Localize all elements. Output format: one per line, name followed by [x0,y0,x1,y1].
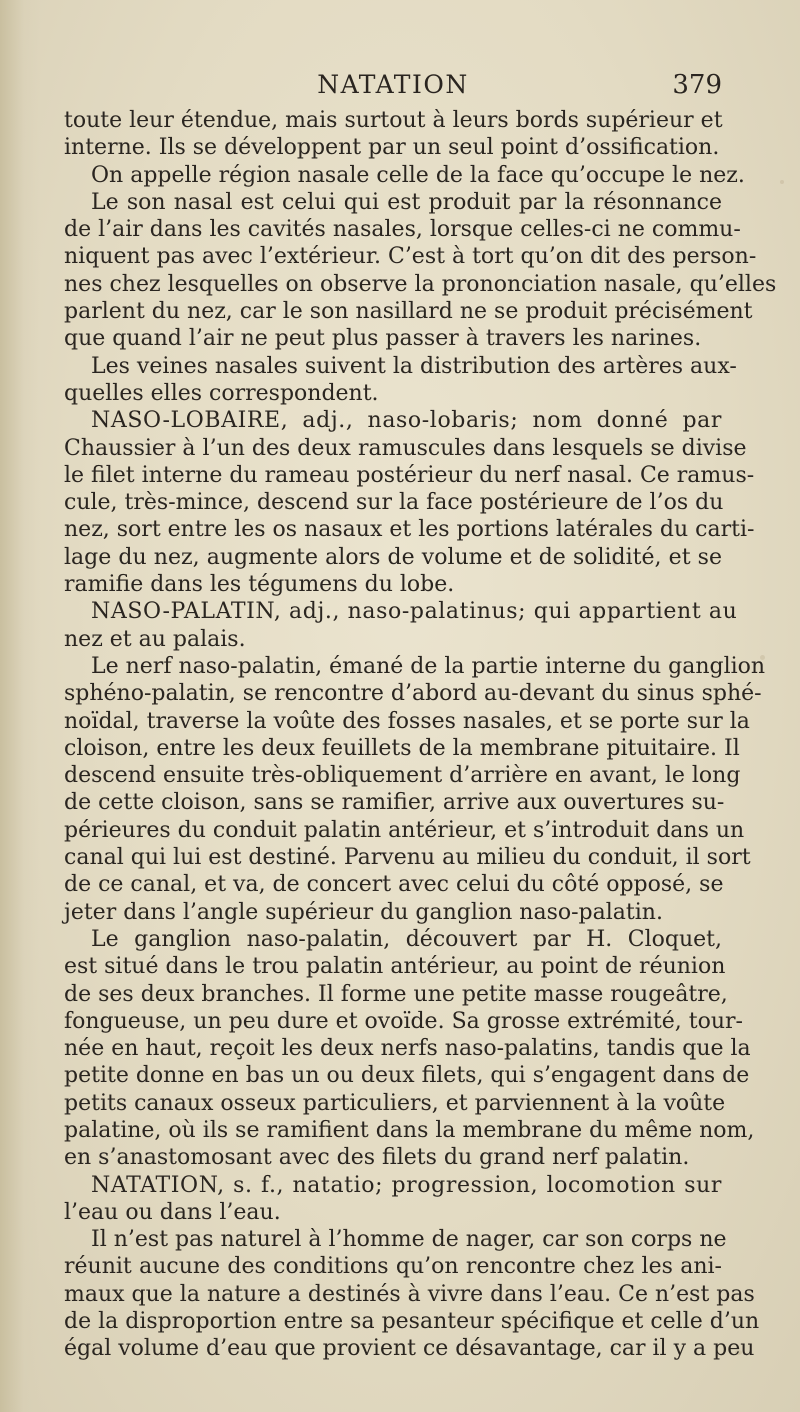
text-line: jeter dans l’angle supérieur du ganglion naso-palatin. [64,899,663,925]
text-line: nez, sort entre les os nasaux et les portions latérales du carti- [64,517,755,543]
text-line: quelles elles correspondent. [64,380,379,406]
text-line: interne. Ils se développent par un seul point d’ossification. [64,135,720,161]
text-line: Les veines nasales suivent la distribution des artères aux- [91,353,737,379]
text-line: sphéno-palatin, se rencontre d’abord au-devant du sinus sphé- [64,681,762,707]
text-line: est situé dans le trou palatin antérieur, au point de réunion [64,954,726,980]
text-line: de ce canal, et va, de concert avec celui du côté opposé, se [64,872,724,898]
text-line: réunit aucune des conditions qu’on rencontre chez les ani- [64,1254,722,1280]
text-line: Le nerf naso-palatin, émané de la partie interne du ganglion [91,653,766,679]
text-line: de cette cloison, sans se ramifier, arrive aux ouvertures su- [64,790,725,816]
text-line: née en haut, reçoit les deux nerfs naso-palatins, tandis que la [64,1036,751,1062]
text-line: cule, très-mince, descend sur la face postérieure de l’os du [64,490,724,516]
text-line: ramifie dans les tégumens du lobe. [64,572,455,598]
text-line: NASO-PALATIN, adj., naso-palatinus; qui appartient au [91,599,738,625]
paper-stain [780,180,784,184]
text-line: que quand l’air ne peut plus passer à travers les narines. [64,326,702,352]
text-line: de ses deux branches. Il forme une petite masse rougeâtre, [64,981,728,1007]
text-line: cloison, entre les deux feuillets de la membrane pituitaire. Il [64,735,740,761]
text-line: égal volume d’eau que provient ce désavantage, car il y a peu [64,1336,755,1362]
text-line: parlent du nez, car le son nasillard ne se produit précisément [64,299,753,325]
text-line: NASO-LOBAIRE, adj., naso-lobaris; nom donné par [91,408,722,434]
text-line: toute leur étendue, mais surtout à leurs bords supérieur et [64,108,723,133]
text-line: lage du nez, augmente alors de volume et de solidité, et se [64,544,722,570]
text-line: fongueuse, un peu dure et ovoïde. Sa grosse extrémité, tour- [64,1008,743,1034]
text-line: nez et au palais. [64,626,246,652]
text-line: On appelle région nasale celle de la face qu’occupe le nez. [91,162,745,188]
text-line: de l’air dans les cavités nasales, lorsque celles-ci ne commu- [64,217,741,243]
text-line: le filet interne du rameau postérieur du nerf nasal. Ce ramus- [64,462,755,488]
text-line: périeures du conduit palatin antérieur, et s’introduit dans un [64,817,745,843]
text-line: nes chez lesquelles on observe la prononciation nasale, qu’elles [64,271,777,297]
text-line: de la disproportion entre sa pesanteur spécifique et celle d’un [64,1309,760,1335]
page-number: 379 [672,70,722,100]
text-line: canal qui lui est destiné. Parvenu au milieu du conduit, il sort [64,845,751,871]
text-line: Il n’est pas naturel à l’homme de nager, car son corps ne [91,1227,727,1253]
text-line: petite donne en bas un ou deux filets, qui s’engagent dans de [64,1063,750,1089]
page-header [64,70,722,106]
text-line: niquent pas avec l’extérieur. C’est à tort qu’on dit des person- [64,244,757,270]
body-text [64,107,777,1363]
page-gutter-shadow [0,0,40,1412]
text-line: descend ensuite très-obliquement d’arrière en avant, le long [64,763,741,789]
text-line: palatine, où ils se ramifient dans la membrane du même nom, [64,1117,755,1143]
text-line: l’eau ou dans l’eau. [64,1199,281,1225]
text-line: Le ganglion naso-palatin, découvert par H. Cloquet, [91,926,722,952]
text-line: en s’anastomosant avec des filets du grand nerf palatin. [64,1145,690,1171]
text-line: petits canaux osseux particuliers, et parviennent à la voûte [64,1090,726,1116]
text-line: Le son nasal est celui qui est produit par la résonnance [91,189,722,215]
running-head: NATATION [317,70,469,99]
text-line: maux que la nature a destinés à vivre dans l’eau. Ce n’est pas [64,1281,755,1307]
text-line: noïdal, traverse la voûte des fosses nasales, et se porte sur la [64,708,750,734]
text-line: NATATION, s. f., natatio; progression, locomotion sur [91,1172,722,1198]
text-line: Chaussier à l’un des deux ramuscules dans lesquels se divise [64,435,747,461]
